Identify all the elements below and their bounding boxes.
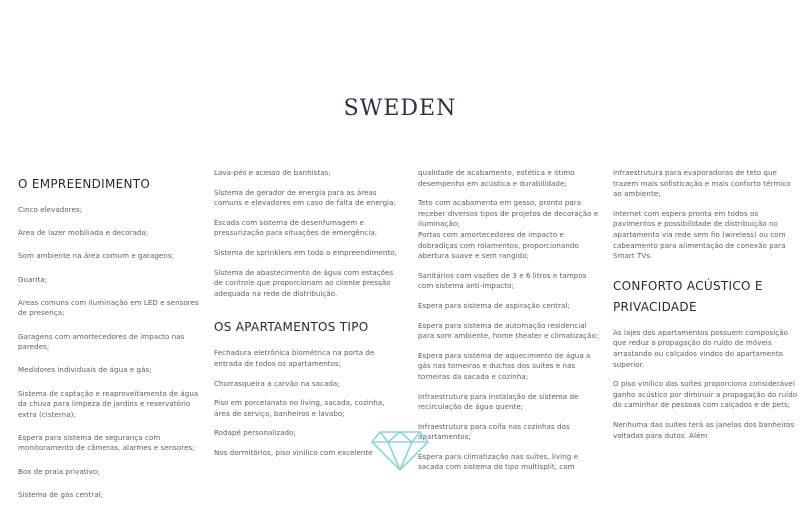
list-item: Sanitários com vazões de 3 e 6 litros e tampos com sistema anti-impacto; xyxy=(418,270,587,291)
list-item: Rodapé personalizado; xyxy=(214,428,296,438)
list-item: Escada com sistema de desenfumagem e pressurização para situações de emergência; xyxy=(214,217,378,238)
column-3 xyxy=(418,168,604,482)
list-item: Lava-pés e acesso de banhistas; xyxy=(214,168,331,177)
list-item: As lajes dos apartamentos possuem composição que reduz a propagação do ruído de móveis arrastando ou calçados vindos do apartamento superior. xyxy=(613,327,788,369)
list-item: Teto com acabamento em gesso, pronto para receber diversos tipos de projetos de decoração e iluminação; xyxy=(418,198,599,229)
list-item: Medidores individuais de água e gás; xyxy=(18,365,152,375)
list-item: Churrasqueira a carvão na sacada; xyxy=(214,378,340,388)
list-item: Box de praia privativo; xyxy=(18,466,100,476)
section-heading-conforto: CONFORTO ACÚSTICO E PRIVACIDADE xyxy=(613,278,763,314)
section-heading-apartamentos: OS APARTAMENTOS TIPO xyxy=(214,320,369,335)
column-4 xyxy=(613,168,799,450)
list-item: Área de lazer mobiliada e decorada; xyxy=(18,228,149,238)
list-item: O piso vinílico das suítes proporciona considerável ganho acústico por diminuir a propagação do ruído do caminhar de pessoas com calçados e de pets; xyxy=(613,379,798,410)
list-item: Fechadura eletrônica biométrica na porta de entrada de todos os apartamentos; xyxy=(214,348,375,368)
list-item: Áreas comuns com iluminação em LED e sensores de presença; xyxy=(18,297,199,318)
column-2 xyxy=(214,168,400,468)
list-item: Espera para sistema de segurança com monitoramento de câmeras, alarmes e sensores; xyxy=(18,432,195,453)
diamond-icon xyxy=(370,428,430,472)
list-item: Garagens com amortecedores de impacto nas paredes; xyxy=(18,331,185,352)
list-item: Infraestrutura para coifa nas cozinhas dos apartamentos; xyxy=(418,421,570,442)
list-item: Piso em porcelanato no living, sacada, cozinha, área de serviço, banheiros e lavabo; xyxy=(214,398,385,418)
list-item: Guarita; xyxy=(18,274,48,284)
list-item: Cinco elevadores; xyxy=(18,205,83,214)
page-title: SWEDEN xyxy=(343,96,457,121)
list-item: Sistema de gerador de energia para as áreas comuns e elevadores em caso de falta de energia; xyxy=(214,187,397,208)
list-item: Nos dormitórios, piso vinílico com excelente xyxy=(214,447,373,457)
list-item: Espera para sistema de aquecimento de água a gás nas torneiras e duchas dos suítes e nas torneiras da sacada e cozinha; xyxy=(418,350,591,381)
list-item: Nenhuma das suítes terá as janelas dos banheiros voltadas para dutos. Além xyxy=(613,419,795,440)
list-item: Sistema de abastecimento de água com estações de controle que proporcionam ao cliente pressão adequada na rede de distribuição. xyxy=(214,267,394,298)
list-item: qualidade de acabamento, estética e ótimo desempenho em acústica e durabilidade; xyxy=(418,168,575,188)
list-item: Infraestrutura para instalação de sistema de recirculação de água quente; xyxy=(418,391,579,412)
section-heading-empreendimento: O EMPREENDIMENTO xyxy=(18,177,151,191)
list-item: Sistema de sprinklers em todo o empreendimento; xyxy=(214,247,398,257)
list-item: Portas com amortecedores de impacto e dobradiças com rolamentos, proporcionando abertura suave e sem rangido; xyxy=(418,229,579,261)
list-item: Espera para sistema de automação residencial para som ambiente, home theater e climatização; xyxy=(418,320,599,341)
list-item: Internet com espera pronta em todos os pavimentos e possibilidade de distribuição no apartamento via rede sem fio (wireless) ou com cabeamento para alimentação de conexão para Smart TVs. xyxy=(613,208,786,261)
list-item: Sistema de gás central; xyxy=(18,489,104,499)
list-item: Espera para climatização nas suítes, living e sacada com sistema do tipo multisplit, com xyxy=(418,451,578,472)
list-item: Sistema de captação e reaproveitamento de água da chuva para limpeza de jardins e reservatório extra (cisterna); xyxy=(18,388,199,419)
list-item: Espera para sistema de aspiração central; xyxy=(418,300,570,310)
list-item: Som ambiente na área comum e garagens; xyxy=(18,251,175,261)
column-empreendimento xyxy=(18,174,204,513)
list-item: infraestrutura para evaporadoras de teto que trazem mais sofisticação e mais conforto térmico ao ambiente; xyxy=(613,168,791,199)
